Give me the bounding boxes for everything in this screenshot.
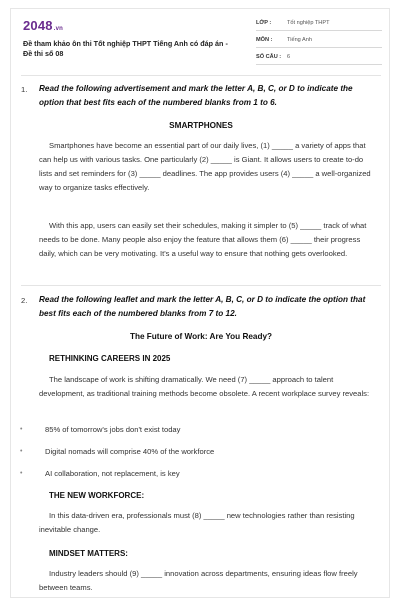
question-instruction: Read the following leaflet and mark the letter A, B, C, or D to indicate the option that best fits each of the numbered blanks from 7 to 12. <box>39 295 366 318</box>
question-instruction: Read the following advertisement and mark the letter A, B, C, or D to indicate the option that best fits each of the numbered blanks from 1 to 6. <box>39 84 353 107</box>
list-item <box>11 467 390 481</box>
bullet-icon: • <box>20 426 23 433</box>
exam-meta <box>256 18 382 69</box>
meta-value: Tiếng Anh <box>287 37 312 43</box>
meta-row-question-count <box>256 52 382 65</box>
meta-value: 6 <box>287 54 291 60</box>
meta-label: LỚP : <box>256 20 272 26</box>
logo-suffix: .vn <box>53 26 64 32</box>
question-number: 1. <box>21 85 28 94</box>
passage-title: The Future of Work: Are You Ready? <box>129 332 273 341</box>
list-item <box>11 445 390 459</box>
meta-label: MÔN : <box>256 37 273 43</box>
meta-row-subject <box>256 35 382 48</box>
passage-title: SMARTPHONES <box>169 121 233 130</box>
passage-paragraph: Industry leaders should (9) _____ innovation across departments, ensuring ideas flow freely between teams. <box>39 569 358 592</box>
list-item <box>11 423 390 437</box>
list-item-text: 85% of tomorrow's jobs don't exist today <box>45 425 181 434</box>
bullet-icon: • <box>20 448 23 455</box>
passage-paragraph: The landscape of work is shifting dramatically. We need (7) _____ approach to talent development, as traditional training methods become obsolete. A recent workplace survey reveals: <box>39 375 370 398</box>
logo-text: 2048 <box>23 18 53 33</box>
section-heading: MINDSET MATTERS: <box>49 549 128 558</box>
document-page <box>10 8 390 598</box>
section-heading: RETHINKING CAREERS IN 2025 <box>49 354 171 363</box>
meta-row-class <box>256 18 382 31</box>
document-title: Đề tham khảo ôn thi Tốt nghiệp THPT Tiếng Anh có đáp án - Đề thi số 08 <box>23 39 228 58</box>
question-divider <box>21 285 381 286</box>
section-heading: THE NEW WORKFORCE: <box>49 491 145 500</box>
passage-paragraph: Smartphones have become an essential part of our daily lives, (1) _____ a variety of apps that can help us with various tasks. One particularly (2) _____ is Giant. It allows users to create to-do lists and set reminders for (3) _____ deadlines. The app provides users (4) _____ a well-organized way to organize tasks effectively. <box>39 141 371 192</box>
page-header <box>11 9 390 71</box>
meta-label: SỐ CÂU : <box>256 54 282 60</box>
meta-value: Tốt nghiệp THPT <box>287 20 330 26</box>
list-item-text: Digital nomads will comprise 40% of the workforce <box>45 447 215 456</box>
question-number: 2. <box>21 296 28 305</box>
list-item-text: AI collaboration, not replacement, is key <box>45 469 180 478</box>
passage-paragraph: In this data-driven era, professionals must (8) _____ new technologies rather than resisting inevitable change. <box>39 511 355 534</box>
header-divider <box>21 75 381 76</box>
site-logo[interactable] <box>23 18 63 33</box>
passage-paragraph: With this app, users can easily set their schedules, making it simpler to (5) _____ track of what needs to be done. Many people also enjoy the feature that allows them (6) _____ their progress daily, which can be very motivating. It's a useful way to ensure that nothing gets overlooked. <box>39 221 367 258</box>
bullet-icon: • <box>20 470 23 477</box>
